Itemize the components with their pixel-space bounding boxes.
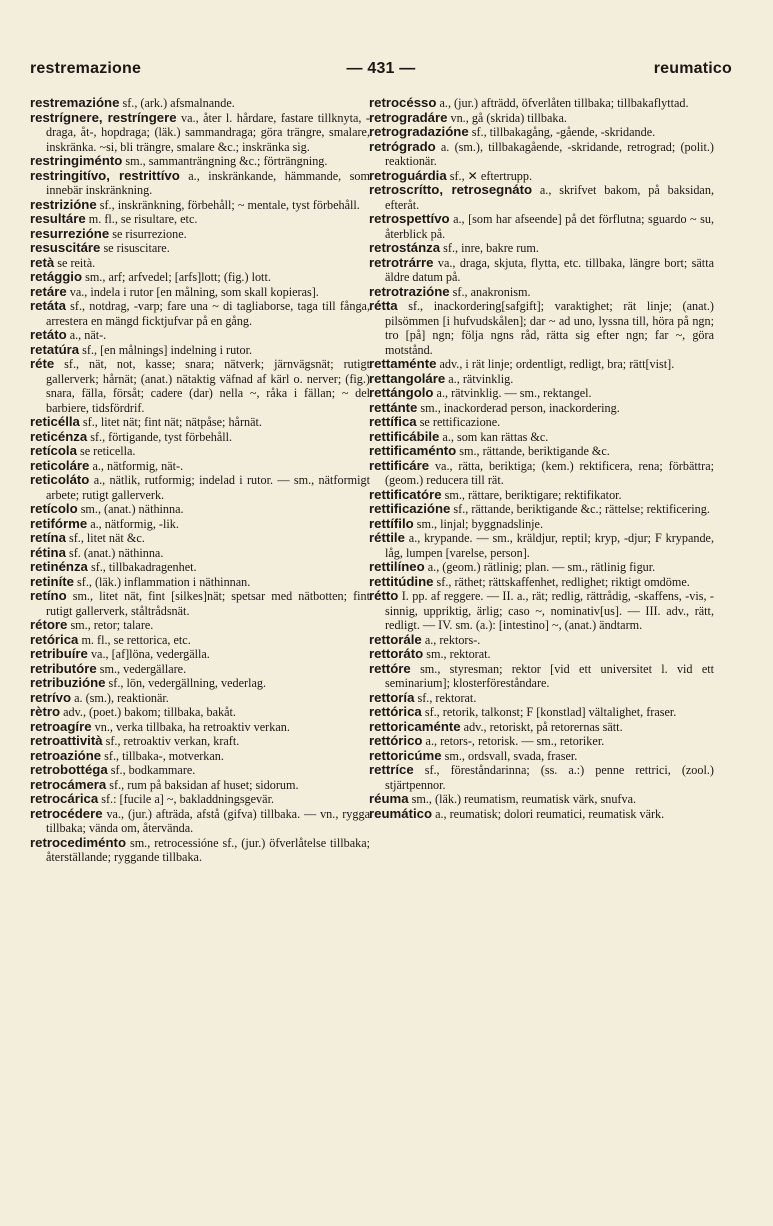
entry-headword: retinénza xyxy=(30,559,88,574)
entry-headword: rettilíneo xyxy=(369,559,425,574)
entry-headword: retrotrárre xyxy=(369,254,434,270)
dictionary-entry xyxy=(30,691,370,706)
dictionary-entry xyxy=(30,256,370,271)
entry-definition: sf., bodkammare. xyxy=(107,763,196,777)
entry-headword: rétore xyxy=(30,617,68,632)
entry-headword: retíno xyxy=(30,588,67,603)
entry-definition: adv., i rät linje; ordentligt, redligt, bra; rätt[vist]. xyxy=(436,357,675,371)
entry-definition: se risuscitare. xyxy=(100,241,170,255)
entry-headword: rettaménte xyxy=(369,356,437,371)
entry-definition: sf., (ark.) afsmalnande. xyxy=(119,96,235,110)
dictionary-entry xyxy=(369,357,714,372)
entry-headword: rétta xyxy=(369,298,398,313)
dictionary-entry xyxy=(30,676,370,691)
entry-definition: se reticella. xyxy=(76,444,136,458)
entry-definition: sf., inskränkning, förbehåll; ~ mentale, tyst förbehåll. xyxy=(96,197,360,212)
entry-headword: rettificazióne xyxy=(369,501,451,516)
entry-definition: adv., retoriskt, på retorernas sätt. xyxy=(460,719,623,734)
entry-definition: a., skrifvet bakom, på baksidan, efteråt. xyxy=(385,183,714,212)
entry-headword: resultáre xyxy=(30,211,86,226)
entry-headword: restringitívo, restrittívo xyxy=(30,167,180,183)
dictionary-entry xyxy=(30,357,370,415)
entry-definition: sf., [en målnings] indelning i rutor. xyxy=(79,342,253,357)
dictionary-entry xyxy=(369,140,714,169)
entry-headword: rettitúdine xyxy=(369,573,434,589)
dictionary-entry xyxy=(30,560,370,575)
entry-headword: réte xyxy=(30,356,55,371)
entry-headword: rettificatóre xyxy=(369,486,442,502)
entry-definition: va., indela i rutor [en målning, som skall kopieras]. xyxy=(66,284,319,299)
dictionary-entry xyxy=(369,415,714,430)
dictionary-entry xyxy=(369,662,714,691)
dictionary-entry xyxy=(30,96,370,111)
dictionary-entry xyxy=(369,734,714,749)
dictionary-entry xyxy=(369,633,714,648)
dictionary-entry xyxy=(30,154,370,169)
entry-definition: sm., inackorderad person, inackordering. xyxy=(417,400,620,415)
entry-headword: restrizióne xyxy=(30,196,97,212)
entry-headword: retroscrítto, retrosegnáto xyxy=(369,182,533,197)
entry-definition: a., nätlik, rutformig; indelad i rutor. — sm., nätformigt arbete; rutigt gallerverk. xyxy=(46,473,370,502)
dictionary-entry xyxy=(369,720,714,735)
entry-headword: retroazióne xyxy=(30,747,102,763)
entry-definition: sm., sammanträngning &c.; förträngning. xyxy=(122,154,328,168)
entry-definition: sf., tillbakagång, -gående, -skridande. xyxy=(468,125,656,139)
entry-headword: réttile xyxy=(369,530,405,545)
right-column xyxy=(369,96,714,1206)
dictionary-entry xyxy=(30,575,370,590)
left-column xyxy=(30,96,370,1206)
entry-definition: sm., arf; arfvedel; [arfs]lott; (fig.) lott. xyxy=(82,270,271,284)
entry-headword: reumático xyxy=(369,805,433,821)
entry-definition: sf., inackordering[safgift]; varaktighet; rät linje; (anat.) pilsömmen [i hufvudskålen]; dar ~ ad uno, lyssna till, höra på ngn; tro [på] ngn; följa ngns råd, rätta sig efter ngn; far ~, göra motstånd. xyxy=(385,299,714,357)
entry-definition: sf., rum på baksidan af huset; sidorum. xyxy=(106,777,299,792)
entry-definition: sm., styresman; rektor [vid ett universitet l. vid ett seminarium]; klosterföreståndare. xyxy=(385,661,714,690)
entry-definition: sf., nät, not, kasse; snara; nätverk; järnvägsnät; rutigt gallerverk; hårnät; (anat.) nätaktig väfnad af kärl o. nerver; (fig.) snara, fälla, försåt; cadere (dar) nella ~, råka i fällan; ~ del barbiere, tidsfördrif. xyxy=(46,357,370,415)
entry-headword: retifórme xyxy=(30,515,88,531)
dictionary-entry xyxy=(369,459,714,488)
entry-definition: sf., (läk.) inflammation i näthinnan. xyxy=(73,574,251,589)
entry-headword: retrospettívo xyxy=(369,211,450,226)
entry-headword: retáto xyxy=(30,327,67,342)
dictionary-entry xyxy=(369,517,714,532)
entry-headword: retrocárica xyxy=(30,791,99,806)
entry-definition: a., nätformig, nät-. xyxy=(89,458,184,473)
entry-definition: sf., retroaktiv verkan, kraft. xyxy=(102,734,240,748)
dictionary-entry xyxy=(369,372,714,387)
entry-headword: retribuíre xyxy=(30,646,88,661)
entry-definition: sm., (anat.) näthinna. xyxy=(77,502,184,516)
entry-definition: a., rektors-. xyxy=(421,632,481,647)
dictionary-entry xyxy=(30,662,370,677)
dictionary-entry xyxy=(369,647,714,662)
dictionary-entry xyxy=(369,691,714,706)
entry-definition: I. pp. af reggere. — II. a., rät; redlig, rättrådig, -skaffens, -vis, -sinnig, uppriktig, ärlig; caso ~, nominativ[us]. — III. adv., rätt, redligt. — IV. sm. (a.): [intestino] ~, (anat.) ändtarm. xyxy=(385,589,714,632)
dictionary-entry xyxy=(30,618,370,633)
entry-headword: restrígnere, restríngere xyxy=(30,109,177,125)
entry-headword: reticoláre xyxy=(30,457,90,473)
entry-definition: a., rätvinklig. xyxy=(445,371,514,386)
dictionary-entry xyxy=(30,299,370,328)
entry-definition: vn., gå (skrida) tillbaka. xyxy=(447,110,567,125)
entry-definition: sm., ordsvall, svada, fraser. xyxy=(441,748,578,763)
entry-headword: retícola xyxy=(30,443,77,458)
entry-definition: sm., retor; talare. xyxy=(67,618,154,632)
entry-headword: rettoráto xyxy=(369,646,424,661)
dictionary-entry xyxy=(30,836,370,865)
page-number: — 431 — xyxy=(346,60,416,77)
entry-definition: a., nät-. xyxy=(66,328,107,342)
dictionary-entry xyxy=(369,96,714,111)
entry-definition: sf., inre, bakre rum. xyxy=(440,241,539,255)
dictionary-entry xyxy=(369,531,714,560)
dictionary-entry xyxy=(30,531,370,546)
entry-headword: retrocésso xyxy=(369,96,437,110)
entry-headword: reticoláto xyxy=(30,472,90,487)
entry-headword: rettífilo xyxy=(369,515,414,531)
entry-headword: rettríce xyxy=(369,762,414,777)
entry-headword: retrocédere xyxy=(30,805,103,821)
entry-definition: sf., ✕ eftertrupp. xyxy=(446,168,533,183)
dictionary-entry xyxy=(30,589,370,618)
entry-definition: sm., linjal; byggnadslinje. xyxy=(413,516,544,531)
entry-definition: sf., förtigande, tyst förbehåll. xyxy=(87,429,233,444)
entry-definition: sm., (läk.) reumatism, reumatisk värk, snufva. xyxy=(408,792,637,806)
dictionary-entry xyxy=(369,212,714,241)
entry-headword: retína xyxy=(30,530,66,545)
entry-definition: a. (sm.), tillbakagående, -skridande, retrograd; (polit.) reaktionär. xyxy=(385,139,714,168)
entry-definition: a., retors-, retorisk. — sm., retoriker. xyxy=(422,734,605,748)
dictionary-entry xyxy=(30,444,370,459)
dictionary-entry xyxy=(369,560,714,575)
entry-definition: sf., lön, vedergällning, vederlag. xyxy=(105,676,267,690)
entry-headword: retatúra xyxy=(30,341,80,357)
entry-definition: a., som kan rättas &c. xyxy=(439,429,549,444)
dictionary-entry xyxy=(30,763,370,778)
page-header xyxy=(30,60,732,82)
entry-headword: retággio xyxy=(30,269,83,284)
entry-headword: retrocámera xyxy=(30,776,107,792)
entry-headword: rettoricúme xyxy=(369,747,442,763)
dictionary-entry xyxy=(369,111,714,126)
entry-definition: sf., notdrag, -varp; fare una ~ di tagliaborse, taga till fånga, arrestera en mängd ficktjufvar på en gång. xyxy=(46,299,370,328)
dictionary-entry xyxy=(30,270,370,285)
entry-definition: a., (geom.) rätlinig; plan. — sm., rätlinig figur. xyxy=(424,560,656,574)
entry-headword: rettángolo xyxy=(369,385,434,400)
entry-definition: sf., rektorat. xyxy=(414,690,477,705)
entry-headword: rettificaménto xyxy=(369,443,457,458)
dictionary-entry xyxy=(30,502,370,517)
dictionary-entry xyxy=(30,792,370,807)
dictionary-entry xyxy=(369,589,714,633)
entry-definition: a., reumatisk; dolori reumatici, reumatisk värk. xyxy=(432,806,665,821)
entry-definition: sf. (anat.) näthinna. xyxy=(65,545,164,560)
entry-headword: retrívo xyxy=(30,689,72,705)
entry-headword: retrotrazióne xyxy=(369,283,450,299)
entry-definition: sm., rättare, beriktigare; rektifikator. xyxy=(441,487,622,502)
entry-definition: va., draga, skjuta, flytta, etc. tillbaka, längre bort; sätta äldre datum på. xyxy=(385,255,714,284)
entry-definition: se rettificazione. xyxy=(416,415,501,429)
dictionary-entry xyxy=(30,546,370,561)
entry-definition: va., åter l. hårdare, fastare tillknyta, -draga, åt-, hopdraga; (läk.) sammandraga; göra trängre, smalare, inskränka. ~si, bli trängre, smalare &c.; inskränka sig. xyxy=(46,110,370,154)
entry-definition: a., rätvinklig. — sm., rektangel. xyxy=(433,386,592,400)
dictionary-entry xyxy=(369,792,714,807)
entry-definition: sm., retrocessióne sf., (jur.) öfverlåtelse tillbaka; återställande; ryggande tillbaka. xyxy=(46,835,370,864)
dictionary-entry xyxy=(369,299,714,357)
entry-headword: retrobottéga xyxy=(30,762,108,777)
dictionary-entry xyxy=(369,125,714,140)
entry-definition: sf., tillbakadragenhet. xyxy=(87,560,197,574)
dictionary-entry xyxy=(369,401,714,416)
dictionary-entry xyxy=(369,749,714,764)
entry-headword: restringiménto xyxy=(30,153,123,168)
dictionary-entry xyxy=(369,705,714,720)
entry-definition: va., [af]löna, vedergälla. xyxy=(87,647,210,661)
entry-definition: va., (jur.) afträda, afstå (gifva) tillbaka. — vn., rygga tillbaka; vända om, återvända. xyxy=(46,806,370,835)
entry-definition: m. fl., se risultare, etc. xyxy=(85,212,198,226)
entry-definition: sf., litet nät; fint nät; nätpåse; hårnät. xyxy=(79,415,262,429)
entry-definition: a., (jur.) afträdd, öfverlåten tillbaka; tillbakaflyttad. xyxy=(436,96,689,110)
entry-definition: a., nätformig, -lik. xyxy=(87,516,179,531)
entry-definition: sm., litet nät, fint [silkes]nät; spetsar med nätbotten; fint rutigt gallerverk, ståltrådsnät. xyxy=(46,589,370,618)
dictionary-entry xyxy=(30,227,370,242)
dictionary-entry xyxy=(369,386,714,401)
entry-definition: a. (sm.), reaktionär. xyxy=(71,690,169,705)
dictionary-entry xyxy=(30,430,370,445)
entry-definition: sf.: [fucile a] ~, bakladdningsgevär. xyxy=(98,792,274,806)
dictionary-entry xyxy=(30,807,370,836)
dictionary-entry xyxy=(30,343,370,358)
entry-definition: a., [som har afseende] på det förflutna; sguardo ~ su, återblick på. xyxy=(385,212,714,241)
entry-definition: sf., räthet; rättskaffenhet, redlighet; riktigt omdöme. xyxy=(433,574,690,589)
dictionary-entry xyxy=(30,749,370,764)
entry-definition: se risurrezione. xyxy=(109,226,187,241)
entry-headword: rettánte xyxy=(369,399,418,415)
entry-headword: retrocediménto xyxy=(30,834,126,850)
entry-headword: reticénza xyxy=(30,428,88,444)
dictionary-entry xyxy=(30,459,370,474)
entry-headword: rettangoláre xyxy=(369,370,446,386)
entry-headword: resurrezióne xyxy=(30,225,110,241)
entry-definition: va., rätta, beriktiga; (kem.) rektificera, rena; förbättra; (geom.) reducera till rät. xyxy=(385,458,714,487)
left-running-head: restremazione xyxy=(30,60,142,77)
entry-headword: resuscitáre xyxy=(30,240,101,255)
dictionary-entry xyxy=(30,169,370,198)
dictionary-entry xyxy=(369,256,714,285)
dictionary-entry xyxy=(369,241,714,256)
entry-headword: retrogradazióne xyxy=(369,124,469,139)
entry-headword: reticélla xyxy=(30,414,80,429)
entry-headword: rètro xyxy=(30,704,61,719)
entry-headword: rétto xyxy=(369,588,399,603)
dictionary-entry xyxy=(369,183,714,212)
entry-headword: rettóre xyxy=(369,660,411,676)
entry-definition: sf., föreståndarinna; (ss. a.:) penne rettrici, (zool.) stjärtpennor. xyxy=(385,763,714,792)
dictionary-entry xyxy=(30,647,370,662)
dictionary-entry xyxy=(30,285,370,300)
entry-headword: retrogradáre xyxy=(369,109,448,125)
dictionary-entry xyxy=(30,517,370,532)
dictionary-entry xyxy=(30,633,370,648)
entry-definition: sm., rektorat. xyxy=(423,647,491,661)
entry-headword: retáta xyxy=(30,298,66,313)
entry-headword: réuma xyxy=(369,791,409,806)
entry-definition: sf., retorik, talkonst; F [konstlad] vältalighet, fraser. xyxy=(421,705,677,719)
dictionary-entry xyxy=(30,415,370,430)
dictionary-entry xyxy=(369,169,714,184)
dictionary-entry xyxy=(369,430,714,445)
dictionary-entry xyxy=(30,328,370,343)
entry-headword: rettoricaménte xyxy=(369,718,461,734)
entry-headword: retà xyxy=(30,254,55,270)
entry-definition: sm., vedergällare. xyxy=(96,661,187,676)
entry-headword: rettorále xyxy=(369,631,422,647)
entry-definition: se reità. xyxy=(54,255,96,270)
entry-headword: retroattività xyxy=(30,733,103,748)
entry-definition: sf., rättande, beriktigande &c.; rättelse; rektificering. xyxy=(450,502,710,516)
entry-headword: retroguárdia xyxy=(369,167,447,183)
dictionary-entry xyxy=(30,720,370,735)
entry-headword: retrostánza xyxy=(369,240,441,255)
dictionary-entry xyxy=(369,285,714,300)
entry-headword: rettórica xyxy=(369,704,422,719)
entry-definition: sf., litet nät &c. xyxy=(65,531,145,545)
entry-headword: retribuzióne xyxy=(30,675,106,690)
dictionary-entry xyxy=(30,705,370,720)
entry-definition: sm., rättande, beriktigande &c. xyxy=(456,444,610,458)
entry-definition: adv., (poet.) bakom; tillbaka, bakåt. xyxy=(60,705,236,719)
entry-headword: rettificábile xyxy=(369,428,440,444)
dictionary-entry xyxy=(369,807,714,822)
entry-headword: restremazióne xyxy=(30,96,120,110)
entry-headword: retributóre xyxy=(30,660,97,676)
dictionary-entry xyxy=(369,502,714,517)
dictionary-entry xyxy=(30,198,370,213)
entry-headword: retiníte xyxy=(30,573,74,589)
entry-headword: retrógrado xyxy=(369,138,436,154)
dictionary-entry xyxy=(30,111,370,155)
dictionary-entry xyxy=(30,212,370,227)
entry-definition: sf., tillbaka-, motverkan. xyxy=(101,748,224,763)
dictionary-entry xyxy=(369,575,714,590)
entry-headword: rettórico xyxy=(369,733,423,748)
dictionary-entry xyxy=(369,444,714,459)
dictionary-entry xyxy=(369,488,714,503)
entry-definition: a., krypande. — sm., kräldjur, reptil; kryp, -djur; F krypande, låg, lumpen [varelse, person]. xyxy=(385,531,714,560)
entry-headword: retáre xyxy=(30,283,67,299)
entry-definition: vn., verka tillbaka, ha retroaktiv verkan. xyxy=(91,719,290,734)
entry-headword: retórica xyxy=(30,631,79,647)
entry-definition: a., inskränkande, hämmande, som innebär inskränkning. xyxy=(46,168,370,197)
entry-headword: rettoría xyxy=(369,689,415,705)
entry-headword: retroagíre xyxy=(30,718,92,734)
entry-definition: m. fl., se rettorica, etc. xyxy=(78,632,191,647)
entry-headword: retícolo xyxy=(30,501,78,516)
right-running-head: reumatico xyxy=(653,60,732,77)
entry-headword: rétina xyxy=(30,544,66,560)
dictionary-entry xyxy=(30,241,370,256)
dictionary-entry xyxy=(30,734,370,749)
dictionary-entry xyxy=(30,473,370,502)
entry-headword: rettificáre xyxy=(369,457,430,473)
entry-headword: rettífica xyxy=(369,414,417,429)
entry-definition: sf., anakronism. xyxy=(449,284,531,299)
dictionary-entry xyxy=(369,763,714,792)
dictionary-entry xyxy=(30,778,370,793)
